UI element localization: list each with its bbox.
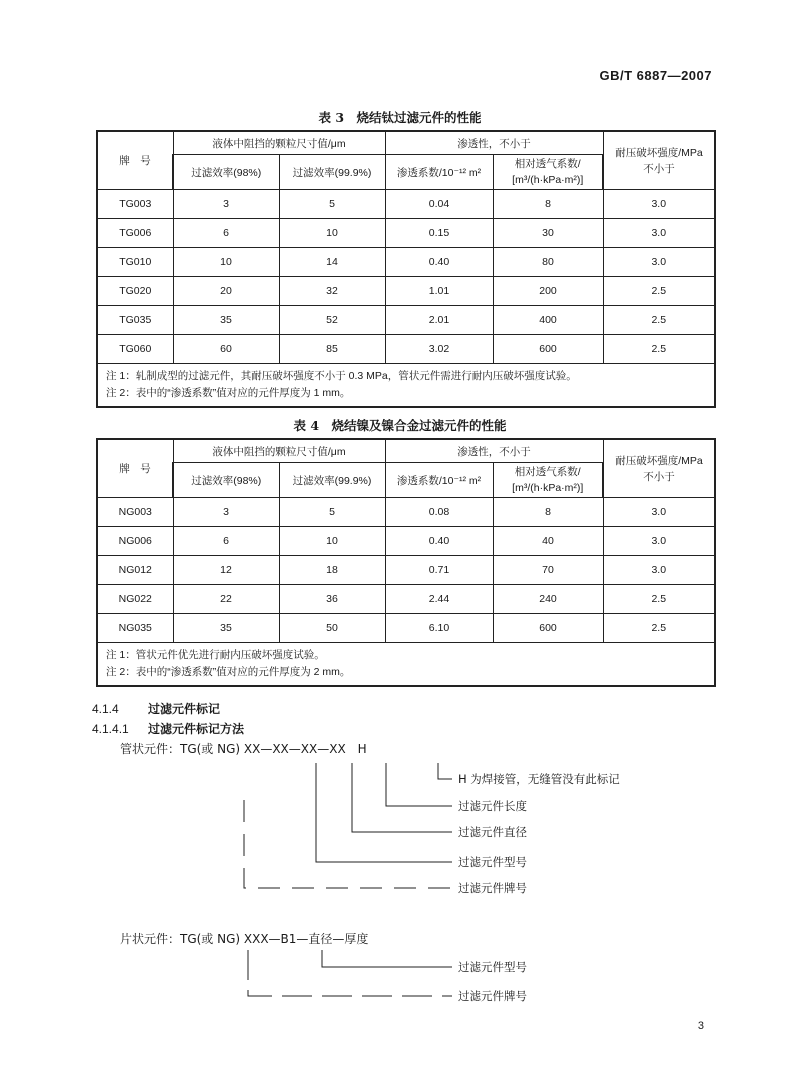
table-cell: 50 [279,614,385,643]
table-note: 注 2：表中的“渗透系数”值对应的元件厚度为 1 mm。 [106,387,351,399]
table-cell: 40 [493,527,603,556]
table-cell: 0.71 [385,556,493,585]
table-cell: 200 [493,277,603,306]
table-cell: 85 [279,335,385,364]
standard-code: GB/T 6887—2007 [599,68,712,83]
table-cell: TG060 [97,335,173,364]
table-cell: 2.01 [385,306,493,335]
table-cell: 3.0 [603,248,715,277]
leader-line [438,763,452,779]
tube-label: 过滤元件长度 [458,799,527,813]
header-perm-coef: 渗透系数/10⁻¹² m² [385,463,493,498]
sheet-label: 过滤元件型号 [458,960,527,974]
section-title: 过滤元件标记方法 [148,722,245,736]
table-cell: 3.0 [603,190,715,219]
header-permeability: 渗透性，不小于 [385,439,603,463]
table-cell: 3.0 [603,556,715,585]
header-rel-air-line2: [m³/(h·kPa·m²)] [512,174,584,186]
section-number: 4.1.4 [92,702,119,716]
table-cell: 2.5 [603,614,715,643]
table-cell: 2.5 [603,306,715,335]
table-cell: 14 [279,248,385,277]
table-cell: 0.08 [385,498,493,527]
tube-marking-code: 管状元件：TG(或 NG) XX—XX—XX—XX H [120,742,367,756]
header-strength-line2: 不小于 [643,162,675,175]
table-cell: 3.0 [603,527,715,556]
table-cell: 5 [279,190,385,219]
table-cell: 8 [493,190,603,219]
table-cell: 2.5 [603,585,715,614]
table-cell: 2.44 [385,585,493,614]
tube-label: 过滤元件牌号 [458,881,527,895]
table-cell: 36 [279,585,385,614]
table-cell: 2.5 [603,335,715,364]
header-eff98: 过滤效率(98%) [173,463,279,498]
table-cell: 2.5 [603,277,715,306]
header-rel-air-line1: 相对透气系数/ [514,158,581,170]
table-cell: 240 [493,585,603,614]
table-cell: 80 [493,248,603,277]
header-eff999: 过滤效率(99.9%) [279,463,385,498]
leader-line [352,763,452,832]
table-cell: 12 [173,556,279,585]
leader-line [386,763,452,806]
table-cell: NG012 [97,556,173,585]
table-cell: TG020 [97,277,173,306]
page-number: 3 [697,1020,704,1032]
tube-label: 过滤元件直径 [458,825,527,839]
table-cell: TG003 [97,190,173,219]
tube-label: 过滤元件型号 [458,855,527,869]
leader-line [248,950,452,996]
table-cell: 30 [493,219,603,248]
table3-caption: 表 3 烧结钛过滤元件的性能 [318,110,482,125]
header-eff999: 过滤效率(99.9%) [279,155,385,190]
header-eff98: 过滤效率(98%) [173,155,279,190]
table-cell: NG035 [97,614,173,643]
header-strength-line1: 耐压破坏强度/MPa [615,146,703,159]
table-cell: 6 [173,219,279,248]
table-cell: NG003 [97,498,173,527]
table-cell: 3.0 [603,498,715,527]
table4-caption: 表 4 烧结镍及镍合金过滤元件的性能 [293,418,507,433]
table-cell: 3 [173,498,279,527]
table-cell: 3.02 [385,335,493,364]
header-rel-air-line2: [m³/(h·kPa·m²)] [512,482,584,494]
tube-label: H 为焊接管，无缝管没有此标记 [458,772,620,786]
table-cell: 600 [493,335,603,364]
leader-line [244,800,452,888]
table-cell: TG035 [97,306,173,335]
header-strength-line2: 不小于 [643,470,675,483]
table-cell: NG022 [97,585,173,614]
table-cell: 10 [279,219,385,248]
table-cell: 3.0 [603,219,715,248]
header-strength-line1: 耐压破坏强度/MPa [615,454,703,467]
table-cell: 3 [173,190,279,219]
table-cell: NG006 [97,527,173,556]
table-cell: 5 [279,498,385,527]
leader-line [322,950,452,967]
table-cell: 400 [493,306,603,335]
table-cell: TG010 [97,248,173,277]
section-number: 4.1.4.1 [92,722,129,736]
table-cell: 0.04 [385,190,493,219]
header-particle-size: 液体中阻挡的颗粒尺寸值/μm [173,131,385,155]
table-cell: 6 [173,527,279,556]
table-cell: 32 [279,277,385,306]
header-particle-size: 液体中阻挡的颗粒尺寸值/μm [173,439,385,463]
table-cell: 600 [493,614,603,643]
table-cell: 22 [173,585,279,614]
leader-line [316,763,452,862]
table-cell: 0.40 [385,248,493,277]
table-note: 注 1：管状元件优先进行耐内压破坏强度试验。 [106,649,325,661]
table-note: 注 1：轧制成型的过滤元件，其耐压破坏强度不小于 0.3 MPa，管状元件需进行耐内压破坏强度试验。 [106,370,577,382]
table-cell: 60 [173,335,279,364]
sheet-label: 过滤元件牌号 [458,989,527,1003]
table-cell: 35 [173,614,279,643]
table-note: 注 2：表中的“渗透系数”值对应的元件厚度为 2 mm。 [106,666,351,678]
table-cell: 35 [173,306,279,335]
table-cell: 8 [493,498,603,527]
table-cell: 10 [173,248,279,277]
table-cell: TG006 [97,219,173,248]
table-cell: 52 [279,306,385,335]
table-cell: 20 [173,277,279,306]
header-perm-coef: 渗透系数/10⁻¹² m² [385,155,493,190]
table-cell: 18 [279,556,385,585]
section-title: 过滤元件标记 [148,702,221,716]
table-cell: 70 [493,556,603,585]
table-cell: 0.40 [385,527,493,556]
header-rel-air-line1: 相对透气系数/ [514,466,581,478]
table-cell: 10 [279,527,385,556]
table-cell: 0.15 [385,219,493,248]
header-permeability: 渗透性，不小于 [385,131,603,155]
table-cell: 1.01 [385,277,493,306]
header-brand: 牌 号 [97,439,173,498]
table-cell: 6.10 [385,614,493,643]
header-brand: 牌 号 [97,131,173,190]
sheet-marking-code: 片状元件：TG(或 NG) XXX—B1—直径—厚度 [120,932,369,946]
